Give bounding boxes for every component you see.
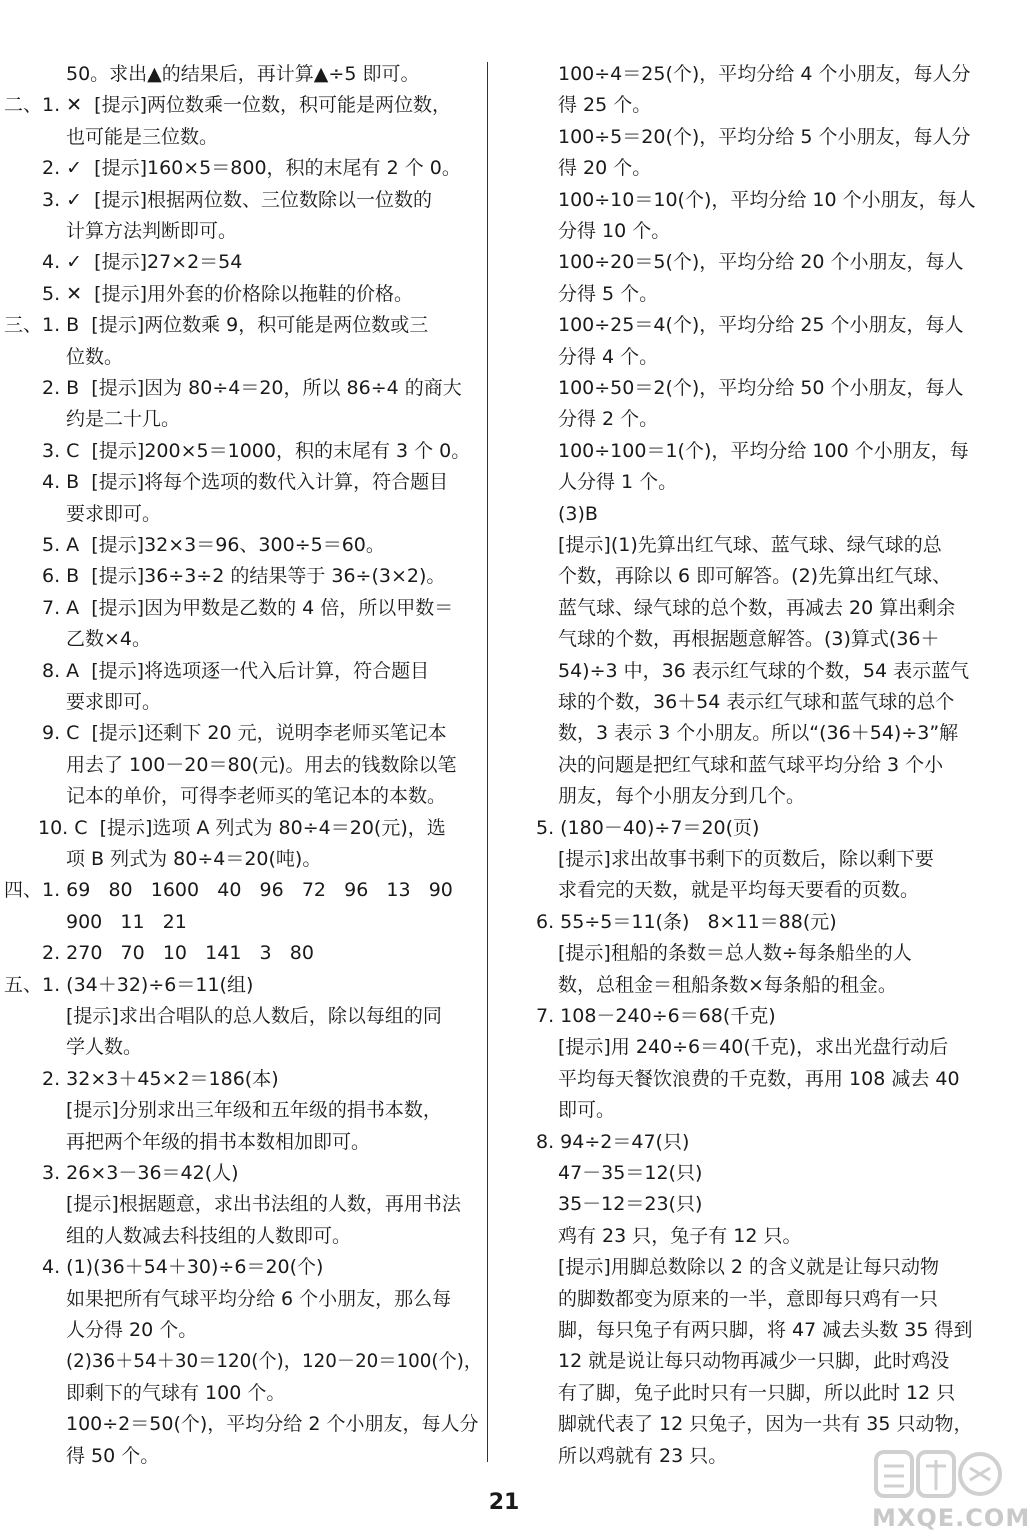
text-line: 约是二十几。 [66, 408, 181, 431]
text-line: 球的个数，36＋54 表示红气球和蓝气球的总个 [558, 691, 955, 713]
text-line: 决的问题是把红气球和蓝气球平均分给 3 个小 [558, 753, 944, 776]
text-line: 9. C [提示]还剩下 20 元，说明李老师买笔记本 [42, 722, 447, 745]
text-line: 也可能是三位数。 [66, 125, 219, 148]
text-line: 2. ✓ [提示]160×5＝800，积的末尾有 2 个 0。 [42, 157, 461, 180]
text-line: (3)B [558, 502, 598, 525]
text-line: 100÷50＝2(个)，平均分给 50 个小朋友，每人 [558, 377, 964, 399]
text-line: (2)36＋54＋30＝120(个)，120－20＝100(个)， [66, 1350, 483, 1373]
watermark-text: MXQE.COM [872, 1504, 1030, 1532]
text-line: [提示]求出合唱队的总人数后，除以每组的同 [66, 1005, 442, 1027]
text-line: 2. B [提示]因为 80÷4＝20，所以 86÷4 的商大 [42, 377, 462, 399]
text-line: 分得 4 个。 [558, 345, 659, 368]
text-line: 4. ✓ [提示]27×2＝54 [42, 251, 243, 274]
text-line: 8. 94÷2＝47(只) [536, 1130, 690, 1153]
text-line: 100÷100＝1(个)，平均分给 100 个小朋友，每 [558, 439, 969, 462]
text-line: 得 20 个。 [558, 157, 652, 180]
text-line: 项 B 列式为 80÷4＝20(吨)。 [66, 848, 322, 870]
text-line: 即剩下的气球有 100 个。 [66, 1381, 286, 1404]
text-line: [提示]用脚总数除以 2 的含义就是让每只动物 [558, 1256, 939, 1279]
text-line: 100÷4＝25(个)，平均分给 4 个小朋友，每人分 [558, 63, 971, 85]
text-line: 5. A [提示]32×3＝96、300÷5＝60。 [42, 534, 385, 556]
text-line: 分得 10 个。 [558, 220, 671, 242]
text-line: 即可。 [558, 1099, 616, 1122]
text-line: 5. (180－40)÷7＝20(页) [536, 816, 760, 839]
text-line: 数，3 表示 3 个小朋友。所以“(36＋54)÷3”解 [558, 722, 959, 745]
text-line: 人分得 1 个。 [558, 471, 678, 494]
text-line: [提示]求出故事书剩下的页数后，除以剩下要 [558, 848, 934, 870]
text-line: 100÷2＝50(个)，平均分给 2 个小朋友，每人分 [66, 1413, 479, 1436]
column-divider [487, 62, 488, 1462]
text-line: [提示]分别求出三年级和五年级的捐书本数， [66, 1099, 442, 1122]
text-line: 3. ✓ [提示]根据两位数、三位数除以一位数的 [42, 188, 432, 211]
text-line: 所以鸡就有 23 只。 [558, 1444, 728, 1467]
text-line: 有了脚，兔子此时只有一只脚，所以此时 12 只 [558, 1381, 956, 1404]
text-line: 10. C [提示]选项 A 列式为 80÷4＝20(元)，选 [38, 816, 446, 839]
text-line: 35－12＝23(只) [558, 1193, 703, 1216]
text-line: 学人数。 [66, 1036, 143, 1059]
page-number: 21 [488, 1490, 520, 1515]
text-line: 6. B [提示]36÷3÷2 的结果等于 36÷(3×2)。 [42, 565, 446, 588]
text-line: 100÷10＝10(个)，平均分给 10 个小朋友，每人 [558, 188, 976, 211]
text-line: 用去了 100－20＝80(元)。用去的钱数除以笔 [66, 753, 457, 776]
text-line: 要求即可。 [66, 502, 162, 525]
text-line: 4. (1)(36＋54＋30)÷6＝20(个) [42, 1256, 324, 1279]
text-line: 四、1. 69 80 1600 40 96 72 96 13 90 [4, 879, 453, 902]
text-line: 100÷20＝5(个)，平均分给 20 个小朋友，每人 [558, 251, 964, 274]
text-line: [提示]用 240÷6＝40(千克)，求出光盘行动后 [558, 1036, 949, 1059]
text-line: 计算方法判断即可。 [66, 220, 238, 242]
text-line: 7. 108－240÷6＝68(千克) [536, 1005, 776, 1027]
text-line: 12 就是说让每只动物再减少一只脚，此时鸡没 [558, 1350, 950, 1373]
text-line: [提示]根据题意，求出书法组的人数，再用书法 [66, 1193, 461, 1216]
text-line: 54)÷3 中，36 表示红气球的个数，54 表示蓝气 [558, 659, 970, 682]
text-line: 4. B [提示]将每个选项的数代入计算，符合题目 [42, 471, 449, 494]
text-line: 人分得 20 个。 [66, 1319, 198, 1341]
text-line: 5. ✕ [提示]用外套的价格除以拖鞋的价格。 [42, 282, 413, 305]
text-line: 2. 270 70 10 141 3 80 [42, 942, 314, 965]
text-line: 鸡有 23 只，兔子有 12 只。 [558, 1224, 802, 1247]
text-line: 得 25 个。 [558, 94, 652, 117]
text-line: 二、1. ✕ [提示]两位数乘一位数，积可能是两位数， [4, 94, 451, 117]
text-line: 的脚数都变为原来的一半，意即每只鸡有一只 [558, 1287, 939, 1310]
text-line: 900 11 21 [66, 910, 187, 933]
watermark-logo [872, 1446, 1030, 1532]
text-line: 数，总租金＝租船条数×每条船的租金。 [558, 973, 897, 996]
text-line: 要求即可。 [66, 691, 162, 713]
text-line: 6. 55÷5＝11(条) 8×11＝88(元) [536, 910, 837, 933]
text-line: [提示]租船的条数＝总人数÷每条船坐的人 [558, 942, 912, 965]
text-line: 3. C [提示]200×5＝1000，积的末尾有 3 个 0。 [42, 439, 471, 462]
text-line: 分得 5 个。 [558, 282, 659, 305]
text-line: 47－35＝12(只) [558, 1162, 703, 1184]
text-line: 再把两个年级的捐书本数相加即可。 [66, 1130, 371, 1153]
text-line: 气球的个数，再根据题意解答。(3)算式(36＋ [558, 628, 940, 651]
text-line: 五、1. (34＋32)÷6＝11(组) [4, 973, 254, 996]
text-line: 组的人数减去科技组的人数即可。 [66, 1224, 352, 1247]
text-line: 求看完的天数，就是平均每天要看的页数。 [558, 879, 920, 902]
text-line: 7. A [提示]因为甲数是乙数的 4 倍，所以甲数＝ [42, 596, 454, 619]
watermark-stamp-icon [872, 1446, 1002, 1506]
text-line: 100÷5＝20(个)，平均分给 5 个小朋友，每人分 [558, 125, 971, 148]
text-line: 脚，每只兔子有两只脚，将 47 减去头数 35 得到 [558, 1319, 973, 1341]
text-line: 平均每天餐饮浪费的千克数，再用 108 减去 40 [558, 1067, 960, 1090]
text-line: [提示](1)先算出红气球、蓝气球、绿气球的总 [558, 534, 942, 556]
text-line: 个数，再除以 6 即可解答。(2)先算出红气球、 [558, 565, 952, 588]
text-line: 得 50 个。 [66, 1444, 160, 1467]
text-line: 如果把所有气球平均分给 6 个小朋友，那么每 [66, 1287, 452, 1310]
text-line: 脚就代表了 12 只兔子，因为一共有 35 只动物， [558, 1413, 973, 1436]
text-line: 三、1. B [提示]两位数乘 9，积可能是两位数或三 [4, 314, 429, 337]
text-line: 8. A [提示]将选项逐一代入后计算，符合题目 [42, 659, 430, 682]
text-line: 位数。 [66, 345, 124, 368]
text-line: 朋友，每个小朋友分到几个。 [558, 785, 806, 808]
text-line: 100÷25＝4(个)，平均分给 25 个小朋友，每人 [558, 314, 964, 337]
text-line: 2. 32×3＋45×2＝186(本) [42, 1067, 279, 1090]
text-line: 蓝气球、绿气球的总个数，再减去 20 算出剩余 [558, 596, 956, 619]
text-line: 分得 2 个。 [558, 408, 659, 431]
text-line: 记本的单价，可得李老师买的笔记本的本数。 [66, 785, 447, 808]
text-line: 乙数×4。 [66, 628, 152, 651]
text-line: 3. 26×3－36＝42(人) [42, 1162, 239, 1184]
text-line: 50。求出▲的结果后，再计算▲÷5 即可。 [66, 63, 420, 85]
